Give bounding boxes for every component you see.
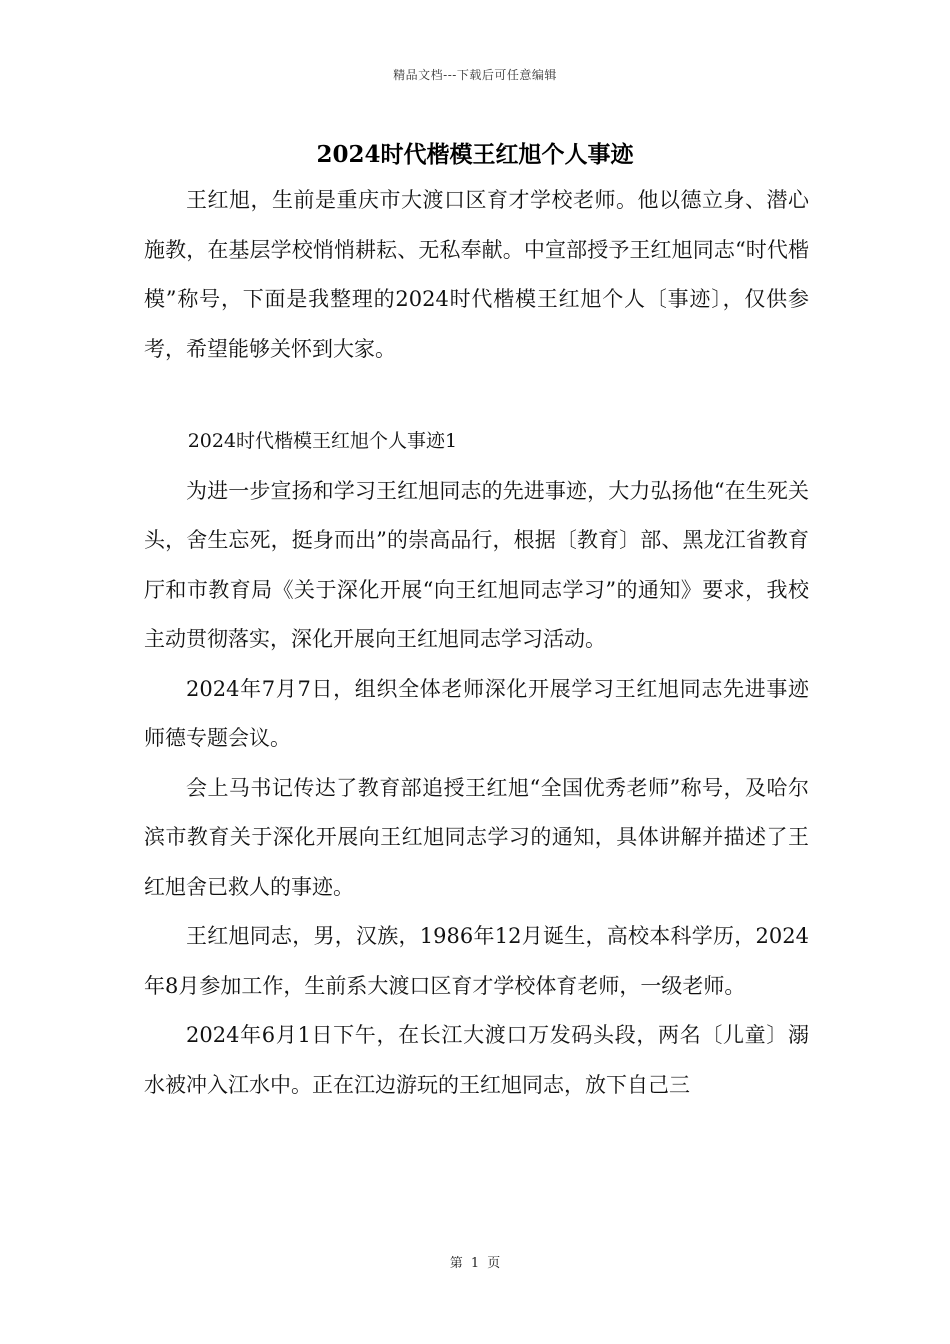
intro-paragraph: 王红旭，生前是重庆市大渡口区育才学校老师。他以德立身、潜心施教，在基层学校悄悄耕耘、无私奉献。中宣部授予王红旭同志“时代楷模”称号，下面是我整理的2024时代楷模王红旭个人〔事迹〕，仅供参考，希望能够关怀到大家。	[144, 188, 809, 361]
document-title: 2024时代楷模王红旭个人事迹	[316, 141, 634, 168]
section-title: 2024时代楷模王红旭个人事迹1	[187, 430, 458, 452]
body-paragraph-2: 2024年7月7日，组织全体老师深化开展学习王红旭同志先进事迹师德专题会议。	[144, 676, 809, 750]
body-paragraph-1: 为进一步宣扬和学习王红旭同志的先进事迹，大力弘扬他“在生死关头，舍生忘死，挺身而出”的崇高品行，根据〔教育〕部、黑龙江省教育厅和市教育局《关于深化开展“向王红旭同志学习”的通知》要求，我校主动贯彻落实，深化开展向王红旭同志学习活动。	[144, 478, 809, 651]
body-paragraph-5: 2024年6月1日下午，在长江大渡口万发码头段，两名〔儿童〕溺水被冲入江水中。正在江边游玩的王红旭同志，放下自己三	[144, 1023, 809, 1097]
body-paragraph-4: 王红旭同志，男，汉族，1986年12月诞生，高校本科学历，2024年8月参加工作，生前系大渡口区育才学校体育老师，一级老师。	[144, 924, 809, 998]
page-number: 第 1 页	[449, 1256, 501, 1271]
document-body	[144, 176, 809, 1110]
header-note: 精品文档---下载后可任意编辑	[393, 68, 557, 82]
body-paragraph-3: 会上马书记传达了教育部追授王红旭“全国优秀老师”称号，及哈尔滨市教育关于深化开展向王红旭同志学习的通知，具体讲解并描述了王红旭舍已救人的事迹。	[144, 775, 809, 899]
